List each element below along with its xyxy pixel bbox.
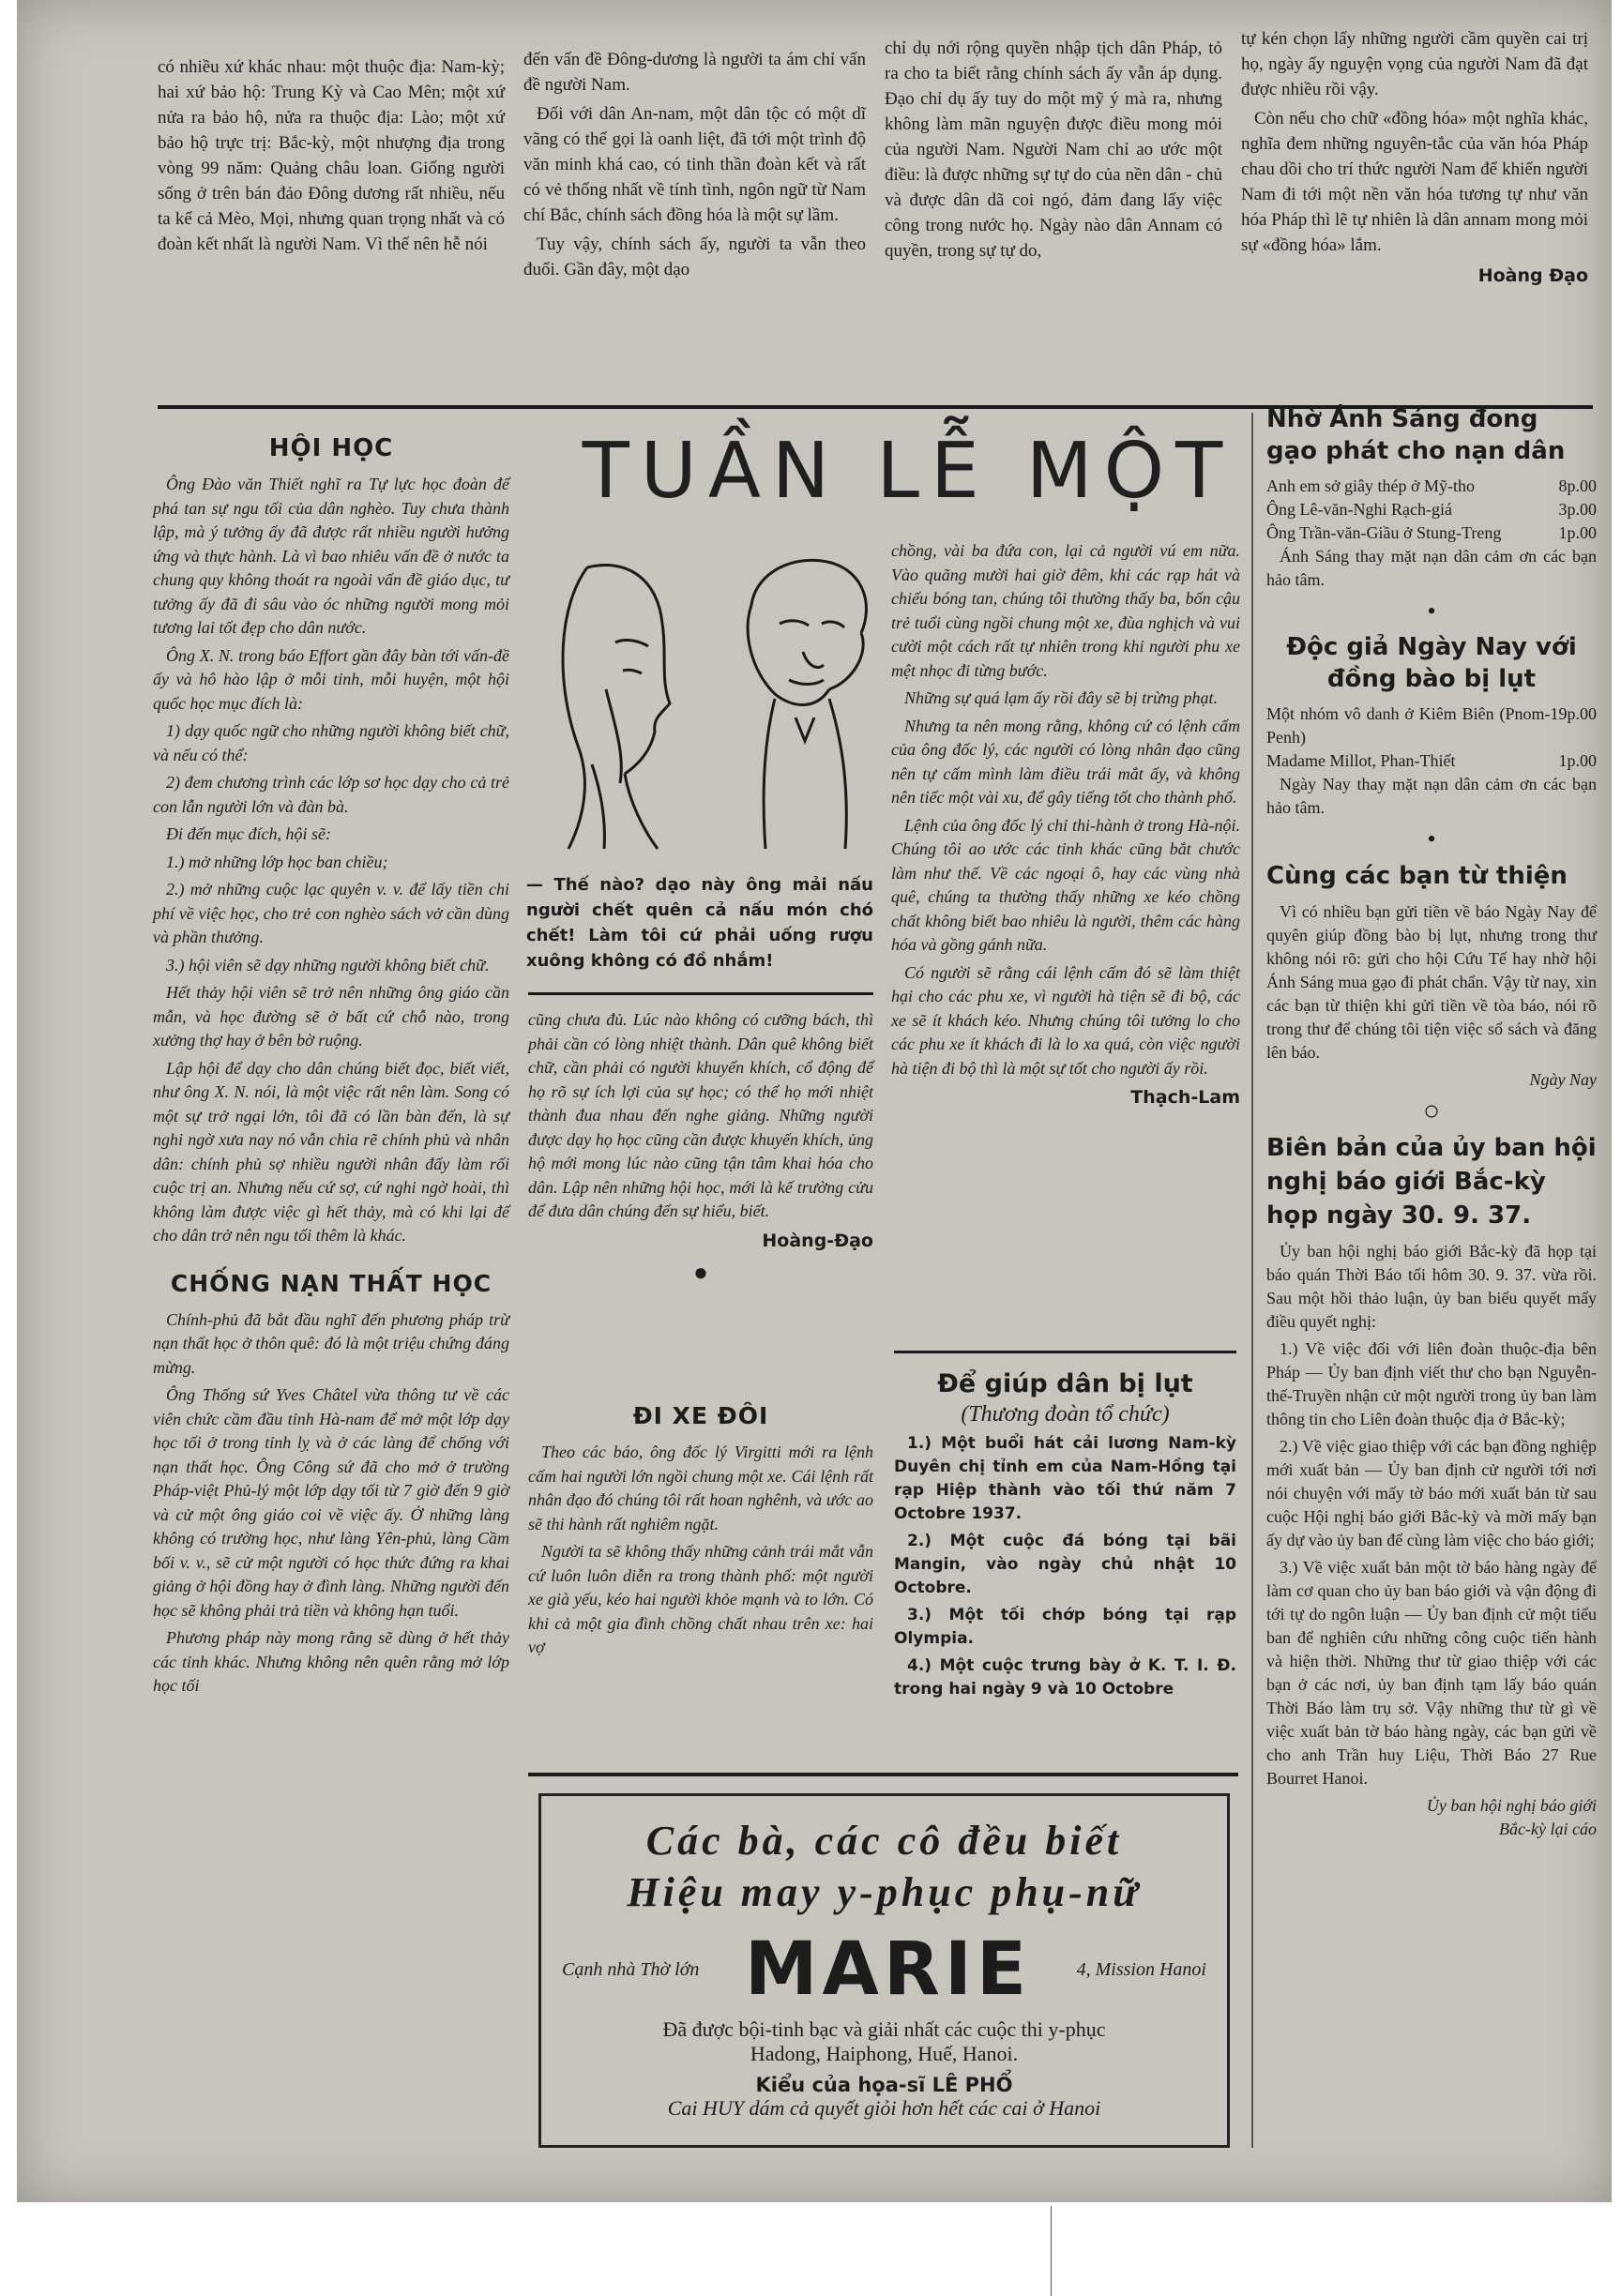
top-column-2 <box>523 47 866 286</box>
top-signature: Hoàng Đạo <box>1477 265 1588 286</box>
bien-ban-title: Biên bản của ủy ban hội nghị báo giới Bắc-kỳ họp ngày 30. 9. 37. <box>1266 1134 1597 1230</box>
de-giup-title: Để giúp dân bị lụt <box>937 1369 1193 1398</box>
hoi-hoc-p6: 1.) mở những lớp học ban chiều; <box>166 852 388 871</box>
tuan-le-p5: Có người sẽ rằng cái lệnh cấm đó sẽ làm thiệt hại cho các phu xe, vì người hà tiện sẽ đi bộ, các xe sẽ ít khách kéo. Nhưng chúng tôi tưởng lo cho các phu xe ít khách đi là lo xa quá, còn việc người hà tiện đi bộ thì là một sự tốt cho người ấy rồi. <box>891 962 1240 1078</box>
hoi-hoc-title: HỘI HỌC <box>268 434 394 462</box>
doc-row-1-amount: 19p.00 <box>1550 704 1597 723</box>
hoi-hoc-signature: Hoàng-Đạo <box>762 1230 873 1251</box>
bullet-1: • <box>1427 597 1436 625</box>
di-xe-doi-column <box>528 1399 873 1664</box>
doc-row-2 <box>1266 749 1597 773</box>
ad-divider <box>528 1773 1238 1776</box>
cung-cac-ban-title: Cùng các bạn từ thiện <box>1266 862 1568 890</box>
nho-row-3 <box>1266 521 1597 545</box>
top-col4a-text: tự kén chọn lấy những người cầm quyền cai trị họ, ngày ấy nguyện vọng của người Nam đã đạt được nhiều rồi vậy. <box>1241 29 1588 99</box>
tuan-le-p3: Nhưng ta nên mong rằng, không cứ có lệnh cấm của ông đốc lý, các người có lòng nhân đạo cũng nên tự cấm mình làm điều trái mắt ấy, và không nên tiếc một vài xu, để gây tiếng tốt cho thành phố. <box>891 716 1240 807</box>
cung-signature: Ngày Nay <box>1529 1070 1597 1089</box>
de-giup-item-2: 2.) Một cuộc đá bóng tại bãi Mangin, vào ngày chủ nhật 10 Octobre. <box>894 1532 1236 1597</box>
hoi-hoc-p1: Ông Đào văn Thiết nghĩ ra Tự lực học đoàn để phá tan sự ngu tối của dân nghèo. Tuy chưa thành lập, mà ý tưởng ấy đã được rất nhiều người hưởng ứng và thực hành. Là vì bao nhiêu vấn đề ở nước ta chung quy không thoát ra ngoài vấn đề giáo dục, tư tưởng ấy đã đi sâu vào óc những người mong mỏi tương lai tốt đẹp cho dân nước. <box>153 475 509 637</box>
hoi-hoc-p2: Ông X. N. trong báo Effort gần đây bàn tới vấn-đề ấy và hô hào lập ở mỗi tỉnh, mỗi huyện, một hội quốc học mục đích là: <box>153 645 509 713</box>
cartoon-caption-block <box>526 872 873 977</box>
top-column-1 <box>158 54 505 261</box>
top-column-4 <box>1241 26 1588 295</box>
chong-nan-p2: Ông Thống sứ Yves Châtel vừa thông tư về các viên chức cầm đầu tỉnh Hà-nam để mở một lớp dạy học tối ở trong tỉnh lỵ và ở các làng để chống với nạn thất học. Ông Công sứ đã cho mở ở trường Pháp-việt Phủ-lý một lớp dạy tối từ 7 giờ đến 9 giờ và cử một ông giáo coi về việc ấy. Ở những làng không có trường học, như làng Yên-phủ, làng Cầm bối v. v., sẽ cử một người có học thức đứng ra khai giảng ở hội đồng hay ở đình làng. Những người đến học sẽ không phải trả tiền và không hạn tuổi. <box>153 1385 509 1620</box>
ad-line-2: Hiệu may y-phục phụ-nữ <box>627 1869 1142 1915</box>
caption-divider <box>528 992 873 995</box>
de-giup-divider <box>894 1351 1236 1353</box>
newspaper-page <box>17 0 1612 2202</box>
ad-left-small: Cạnh nhà Thờ lớn <box>562 1958 700 1980</box>
cartoon-illustration <box>550 549 887 858</box>
bien-p4: 3.) Về việc xuất bản một tờ báo hàng ngày để làm cơ quan cho ủy ban báo giới và vận động đi tới tự do ngôn luận — Ủy ban định cử một tiểu ban để nghiên cứu những công cuộc tiến hành và hiện thời. Những thư từ giao thiệp với các bạn ở các nơi, ủy ban định tạm lấy báo quán Thời Báo làm trụ sở. Vậy những thư từ gì về việc xuất bản tờ báo hàng ngày, các bạn gửi về cho anh Trần huy Liệu, Thời Báo 27 Rue Bourret Hanoi. <box>1266 1558 1597 1788</box>
top-col4b-text: Còn nếu cho chữ «đồng hóa» một nghĩa khác, nghĩa đem những nguyên-tắc của văn hóa Pháp chau dồi cho trí thức người Nam để khiến người Nam đi tới một nền văn hóa tương tự như văn hóa Pháp thì lẽ tự nhiên là dân annam mong mỏi sự «đồng hóa» lắm. <box>1241 109 1588 255</box>
hoi-hoc-p5: Đi đến mục đích, hội sẽ: <box>166 824 331 843</box>
ad-line-1: Các bà, các cô đều biết <box>645 1818 1123 1864</box>
ad-brand-row <box>541 1927 1227 2012</box>
tuan-le-column <box>891 539 1240 1116</box>
top-col3-text: chỉ dụ nới rộng quyền nhập tịch dân Pháp, tỏ ra cho ta biết rằng chính sách ấy vẫn áp dụng. Đạo chỉ dụ ấy tuy do một mỹ ý mà ra, nhưng không làm mãn nguyện được điều mong mỏi của người Nam. Người Nam chỉ ao ước một điều: là được những sự tự do của nền dân - chủ và được dân dã coi ngó, đảm đang lấy việc công trong nước họ. Ngày nào dân Annam có quyền, trong sự tự do, <box>885 38 1222 261</box>
de-giup-item-3: 3.) Một tối chớp bóng tại rạp Olympia. <box>894 1606 1236 1648</box>
nho-row-1-name: Anh em sở giây thép ở Mỹ-tho <box>1266 476 1476 495</box>
de-giup-subtitle: (Thương đoàn tổ chức) <box>961 1402 1170 1427</box>
bien-p1: Ủy ban hội nghị báo giới Bắc-kỳ đã họp tại báo quán Thời Báo tối hôm 30. 9. 37. vừa rồi. Sau một hồi thảo luận, ủy ban biểu quyết mấy điều quyết nghị: <box>1266 1242 1597 1331</box>
right-column <box>1266 403 1597 1841</box>
bien-p3: 2.) Về việc giao thiệp với các bạn đồng nghiệp mới xuất bản — Ủy ban định cử người tới nơi nói chuyện với mấy tờ báo mới xuất bản từ sau cuộc Hội nghị báo giới Bắc-kỳ và mời mấy bạn ấy dự vào ủy ban để cùng làm việc cho báo giới; <box>1266 1437 1597 1549</box>
doc-row-2-name: Madame Millot, Phan-Thiết <box>1266 751 1456 770</box>
nho-row-2 <box>1266 498 1597 521</box>
tuan-le-p4: Lệnh của ông đốc lý chỉ thi-hành ở trong Hà-nội. Chúng tôi ao ước các tỉnh khác cũng bắt chước làm như thế. Về các ngoại ô, hay các vùng nhà quê, chúng ta thường thấy những xe kéo chồng chất không biết bao nhiêu là người, thêm các hàng hóa và gồng gánh nữa. <box>891 815 1240 954</box>
doc-row-1-name: Một nhóm vô danh ở Kiêm Biên (Pnom-Penh) <box>1266 704 1551 747</box>
chong-nan-p3: Phương pháp này mong rằng sẽ dùng ở hết thảy các tỉnh khác. Nhưng không nên quên rằng mở lớp học tối <box>153 1628 509 1695</box>
nho-row-2-name: Ông Lê-văn-Nghi Rạch-giá <box>1266 500 1452 519</box>
hoi-hoc-p7: 2.) mở những cuộc lạc quyên v. v. để lấy tiền chi phí về việc học, cho trẻ con nghèo sách vở cần dùng và phần thưởng. <box>153 880 509 946</box>
bullet-3: ○ <box>1422 1095 1441 1126</box>
di-xe-p2: Người ta sẽ không thấy những cảnh trái mắt vẫn cứ luôn luôn diễn ra trong thành phố: một người xe già yếu, kéo hai người khỏe mạnh và to lớn. Có khi cả một gia đình chồng chất nhau trên xe: hai vợ <box>528 1542 873 1656</box>
nho-note: Ánh Sáng thay mặt nạn dân cảm ơn các bạn hảo tâm. <box>1266 547 1597 589</box>
tuan-le-mot-title: TUẦN LỄ MỘT <box>582 427 1235 516</box>
ad-line-4: Đã được bội-tinh bạc và giải nhất các cuộc thi y-phục <box>662 2017 1106 2041</box>
hoi-hoc-p8: 3.) hội viên sẽ dạy những người không biết chữ. <box>166 955 490 974</box>
hoi-hoc-continuation <box>528 1008 873 1292</box>
hoi-hoc-p4: 2) đem chương trình các lớp sơ học dạy cho cả trẻ con lẫn người lớn và đàn bà. <box>153 773 509 816</box>
cartoon-caption: — Thế nào? dạo này ông mải nấu người chết quên cả nấu món chó chết! Làm tôi cứ phải uống rượu xuông không có đồ nhắm! <box>526 875 873 971</box>
marie-advertisement <box>538 1793 1230 2148</box>
page-gutter-line <box>1051 2206 1052 2296</box>
tuan-le-p1: chồng, vài ba đứa con, lại cả người vú em nữa. Vào quãng mười hai giờ đêm, khi các rạp hát và chiếu bóng tan, chúng tôi thường thấy ba, bốn cậu trẻ tuổi cùng ngồi chung một xe, đùa nghịch và vui cười một cách rất tự nhiên trong khi người phu xe mệt nhọc đi từng bước. <box>891 541 1240 680</box>
tuan-le-p2: Những sự quá lạm ấy rồi đây sẽ bị trừng phạt. <box>904 688 1218 707</box>
hoi-hoc-p11: cũng chưa đủ. Lúc nào không có cưỡng bách, thì phải cần có lòng nhiệt thành. Dân quê không biết chữ, cần phải có người khuyến khích, cổ động để họ rõ sự ích lợi của sự học; có thể họ mới nhiệt thành đua nhau đến nghe giảng. Những người được dạy họ học cũng cần được khuyến khích, ủng hộ mới mong lúc nào cũng tận tâm khai hóa cho dân. Lập nên những hội học, mới là kế trường cửu để đưa dân chúng đến sự hiểu, biết. <box>528 1010 873 1220</box>
bullet-divider: ● <box>693 1259 708 1286</box>
de-giup-column <box>894 1367 1236 1705</box>
right-column-divider <box>1251 413 1253 2148</box>
bien-p2: 1.) Về việc đối với liên đoàn thuộc-địa bên Pháp — Ủy ban định viết thư cho bạn Nguyễn-thế-Truyền nhận cử một người trong ủy ban làm thông tin cho Liên đoàn thuộc địa ở Bắc-kỳ; <box>1266 1339 1597 1428</box>
ad-right-small: 4, Mission Hanoi <box>1076 1958 1206 1980</box>
chong-nan-p1: Chính-phủ đã bắt đầu nghĩ đến phương pháp trừ nạn thất học ở thôn quê: đó là một triệu chứng đáng mừng. <box>153 1309 509 1377</box>
doc-row-2-amount: 1p.00 <box>1558 751 1597 770</box>
chong-nan-title: CHỐNG NẠN THẤT HỌC <box>170 1269 492 1297</box>
cartoon-figure-right <box>748 560 866 849</box>
nho-row-3-amount: 1p.00 <box>1558 523 1597 542</box>
nho-row-1-amount: 8p.00 <box>1558 476 1597 495</box>
de-giup-item-1: 1.) Một buổi hát cải lương Nam-kỳ Duyên chị tỉnh em của Nam-Hồng tại rạp Hiệp thành vào tối thứ năm 7 Octobre 1937. <box>894 1434 1236 1523</box>
di-xe-p1: Theo các báo, ông đốc lý Virgitti mới ra lệnh cấm hai người lớn ngồi chung một xe. Cái lệnh rất nhân đạo đó chúng tôi rất hoan nghênh, và ước ao sẽ thi hành rất nghiêm ngặt. <box>528 1443 873 1533</box>
top-column-3 <box>885 36 1222 267</box>
top-col2c-text: Tuy vậy, chính sách ấy, người ta vẫn theo đuổi. Gần đây, một dạo <box>523 234 866 279</box>
doc-row-1 <box>1266 702 1597 749</box>
hoi-hoc-p3: 1) dạy quốc ngữ cho những người không biết chữ, và nếu có thể: <box>153 721 509 764</box>
hoi-hoc-p9: Hết thảy hội viên sẽ trở nên những ông giáo cần mẫn, và học đường sẽ ở bất cứ chỗ nào, trong xưởng thợ hay ở bên bờ ruộng. <box>153 983 509 1050</box>
cartoon-figure-left <box>563 566 670 850</box>
nho-row-2-amount: 3p.00 <box>1558 500 1597 519</box>
top-col2a-text: đến vấn đề Đông-dương là người ta ám chỉ vấn đề người Nam. <box>523 50 866 95</box>
hoi-hoc-column <box>153 431 509 1702</box>
nho-row-1 <box>1266 475 1597 498</box>
ad-line-5: Hadong, Haiphong, Huế, Hanoi. <box>750 2042 1019 2065</box>
tuan-le-signature: Thạch-Lam <box>1130 1087 1240 1108</box>
nho-anh-sang-title: Nhờ Ánh Sáng đong gạo phát cho nạn dân <box>1266 405 1566 465</box>
top-col1-text: có nhiều xứ khác nhau: một thuộc địa: Nam-kỳ; hai xứ bảo hộ: Trung Kỳ và Cao Mên; một xứ nửa ra bảo hộ, nửa ra thuộc địa: Lào; một xứ bảo hộ trực trị: Bắc-kỳ, một nhượng địa trong vòng 99 năm: Quảng châu loan. Giống người sống ở trên bán đảo Đông dương rất nhiều, nếu ta kể cả Mèo, Mọi, nhưng quan trọng nhất và có đoàn kết nhất là người Nam. Vì thế nên hễ nói <box>158 57 505 254</box>
doc-note: Ngày Nay thay mặt nạn dân cảm ơn các bạn hảo tâm. <box>1266 775 1597 817</box>
ad-line-6: Kiểu của họa-sĩ LÊ PHỔ <box>755 2074 1013 2096</box>
de-giup-item-4: 4.) Một cuộc trưng bày ở K. T. I. Đ. trong hai ngày 9 và 10 Octobre <box>894 1656 1236 1699</box>
top-col2b-text: Đối với dân An-nam, một dân tộc có một dĩ vãng có thể gọi là oanh liệt, đã tới một trình độ văn minh khá cao, có tinh thần đoàn kết và rất có vẻ thống nhất về tính tình, ngôn ngữ từ Nam chí Bắc, chính sách đồng hóa là một sự lầm. <box>523 104 866 225</box>
ad-brand: MARIE <box>744 1927 1032 2012</box>
bullet-2: • <box>1427 825 1436 853</box>
doc-gia-title: Độc giả Ngày Nay với đồng bào bị lụt <box>1286 633 1577 693</box>
di-xe-doi-title: ĐI XE ĐÔI <box>632 1402 769 1429</box>
ad-line-7: Cai HUY dám cả quyết giỏi hơn hết các cai ở Hanoi <box>667 2096 1101 2120</box>
bien-signature-1: Ủy ban hội nghị báo giới <box>1426 1796 1597 1815</box>
bien-signature-2: Bắc-kỳ lại cáo <box>1499 1820 1597 1838</box>
hoi-hoc-p10: Lập hội để dạy cho dân chúng biết đọc, biết viết, như ông X. N. nói, là một việc rất nên làm. Song có một sự trở ngại lớn, tôi đã có lần bàn đến, là sự nghi ngờ xưa nay nó vẫn chia rẽ chính phủ và nhân dân: chính phủ sợ nhiều người nhân đấy làm rối cuộc trị an. Nhưng nếu cứ sợ, cứ nghi ngờ hoài, thì không làm được việc gì hết thảy, mà có khi lại để cho dân trở nên ngu tối thêm là khác. <box>153 1058 509 1245</box>
cung-text: Vì có nhiều bạn gửi tiền về báo Ngày Nay để quyên giúp đồng bào bị lụt, nhưng trong thư không nói rõ: gửi cho hội Cứu Tế hay nhờ hội Ánh Sáng mua gạo đi phát chẩn. Vậy từ nay, xin các bạn từ thiện khi gửi tiền về tòa báo, nói rõ trong thư để chúng tôi tiện việc sổ sách và đăng lên báo. <box>1266 902 1597 1062</box>
nho-row-3-name: Ông Trần-văn-Giầu ở Stung-Treng <box>1266 523 1502 542</box>
